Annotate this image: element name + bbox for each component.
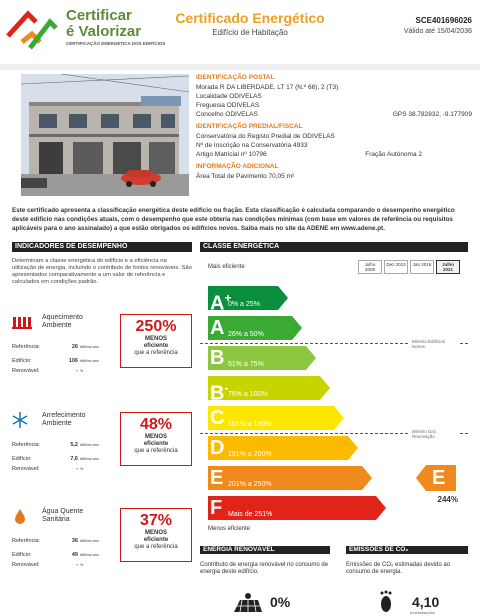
- reference-unit: kWh/m².ano: [80, 443, 99, 447]
- year-option: Dez 2013: [384, 260, 408, 274]
- energy-class-bar: [208, 436, 358, 460]
- property-info: [196, 74, 472, 181]
- energy-class-bar: [208, 286, 288, 315]
- less-label: MENOS: [144, 530, 167, 536]
- energy-class-letter: A+: [210, 291, 232, 315]
- co2-emissions-unit: toneladas/ano: [410, 610, 436, 615]
- performance-result-box: [120, 412, 192, 466]
- footprint-icon: [378, 590, 394, 614]
- energy-class-modifier: +: [224, 291, 232, 305]
- performance-item: [12, 508, 192, 580]
- certificate-title: Certificado Energético: [175, 10, 325, 26]
- certificate-code: SCE401696026: [415, 16, 472, 25]
- energy-class-chart: [200, 256, 468, 538]
- performance-indicators-head: INDICADORES DE DESEMPENHO: [12, 242, 192, 252]
- energy-class-bar: [208, 496, 386, 520]
- address: Morada R DA LIBERDADE, LT 17 (N.º 66), 2 (T3): [196, 84, 339, 91]
- fraction: Fração Autónoma 2: [365, 151, 422, 158]
- hot-water-icon: [12, 508, 34, 524]
- energy-class-bar: [208, 316, 302, 340]
- building-unit: kWh/m².ano: [80, 359, 99, 363]
- performance-result-box: [120, 508, 192, 562]
- energy-class-range: 26% a 50%: [228, 331, 264, 338]
- energy-class-bar: [208, 346, 316, 370]
- reference-unit: kWh/m².ano: [80, 345, 99, 349]
- gps-coordinates: GPS 38.782832, -9.177909: [392, 111, 472, 118]
- reference-label: Referência:: [12, 538, 41, 544]
- least-efficient-label: Menos eficiente: [208, 526, 251, 532]
- year-option: Julho 2008: [358, 260, 382, 274]
- renewable-unit: %: [80, 563, 84, 567]
- logo-subtitle: CERTIFICAÇÃO ENERGÉTICA DOS EDIFÍCIOS: [66, 41, 166, 46]
- building-value: 7,6: [70, 456, 78, 462]
- renewable-label: Renovável:: [12, 562, 40, 568]
- building-photo: [21, 74, 189, 196]
- energy-class-modifier: -: [224, 381, 229, 395]
- reference-label: Referência:: [12, 442, 41, 448]
- energy-class-letter: D: [210, 437, 225, 459]
- logo: [6, 6, 166, 56]
- floor-area: Área Total de Pavimento 70,05 m²: [196, 173, 295, 180]
- building-unit: kWh/m².ano: [80, 457, 99, 461]
- energy-class-bar: [208, 406, 344, 430]
- renewable-energy-value: 0%: [270, 594, 291, 610]
- renewable-unit: %: [80, 369, 84, 373]
- reference-value: 36: [71, 538, 78, 544]
- fiscal-id-title: IDENTIFICAÇÃO PREDIAL/FISCAL: [196, 123, 303, 130]
- co2-emissions-value: 4,10: [412, 594, 440, 610]
- energy-class-letter: F: [210, 497, 223, 519]
- energy-class-result-marker: [416, 465, 456, 491]
- registry: Conservatória do Registo Predial de ODIVELAS: [196, 133, 335, 140]
- co2-emissions-head: EMISSÕES DE CO₂: [346, 546, 468, 554]
- energy-class-range: 101% a 150%: [228, 421, 272, 428]
- logo-title-line1: Certificar: [66, 7, 132, 24]
- energy-class-bar: [208, 466, 372, 490]
- cooling-icon: [12, 412, 34, 428]
- reference-value: 26: [71, 344, 78, 350]
- header-divider: [0, 64, 480, 70]
- less-label: MENOS: [144, 434, 167, 440]
- energy-class-letter: A: [210, 317, 225, 339]
- council-row: [196, 110, 472, 119]
- energy-class-letter: B: [210, 347, 225, 369]
- energy-class-result-percentage: 244%: [437, 495, 458, 504]
- renewable-value: -: [76, 562, 78, 568]
- co2-emissions-text: Emissões de CO₂ estimadas devido ao consumo de energia.: [346, 562, 451, 575]
- performance-percentage: 48%: [139, 416, 173, 433]
- most-efficient-label: Mais eficiente: [208, 264, 245, 270]
- efficient-label: eficiente: [143, 441, 169, 447]
- council: Concelho ODIVELAS: [196, 111, 258, 118]
- year-option: Julho 2021: [436, 260, 460, 274]
- parish: Freguesia ODIVELAS: [196, 102, 260, 109]
- compare-label: que a referência: [134, 350, 178, 356]
- performance-item-name: Aquecimento Ambiente: [42, 314, 83, 329]
- compare-label: que a referência: [134, 448, 178, 454]
- reference-label: Referência:: [12, 344, 41, 350]
- building-label: Edifício:: [12, 456, 32, 462]
- postal-id-title: IDENTIFICAÇÃO POSTAL: [196, 74, 275, 81]
- renewable-label: Renovável:: [12, 368, 40, 374]
- efficient-label: eficiente: [143, 343, 169, 349]
- registry-number: Nº de Inscrição na Conservatória 4933: [196, 142, 308, 149]
- performance-item-name: Água Quente Sanitária: [42, 508, 84, 523]
- solar-panel-icon: [232, 592, 264, 612]
- renewable-value: -: [76, 466, 78, 472]
- energy-class-range: 201% a 250%: [228, 481, 272, 488]
- renewable-energy-head: ENERGIA RENOVÁVEL: [200, 546, 330, 554]
- efficient-label: eficiente: [143, 537, 169, 543]
- year-option: Jan 2016: [410, 260, 434, 274]
- performance-result-box: [120, 314, 192, 368]
- performance-percentage: 37%: [139, 512, 173, 529]
- energy-class-bar: [208, 376, 330, 405]
- locality: Localidade ODIVELAS: [196, 93, 262, 100]
- certificate-validity: Válido até 15/04/2036: [403, 28, 472, 35]
- new-buildings-reference-label: Mínimo Edifícios Novos: [410, 339, 458, 349]
- performance-item-name: Arrefecimento Ambiente: [42, 412, 86, 427]
- energy-class-range: 51% a 75%: [228, 361, 264, 368]
- renewable-energy-text: Contributo de energia renovável no consumo de energia deste edifício.: [200, 562, 329, 575]
- certificate-header: [0, 0, 480, 64]
- energy-class-range: 151% a 200%: [228, 451, 272, 458]
- reference-unit: kWh/m².ano: [80, 539, 99, 543]
- building-value: 49: [71, 552, 78, 558]
- certificate-subtitle: Edifício de Habitação: [212, 28, 288, 37]
- energy-class-letter: C: [210, 407, 225, 429]
- article-row: [196, 150, 472, 159]
- building-label: Edifício:: [12, 358, 32, 364]
- heating-icon: [12, 314, 34, 330]
- renewable-unit: %: [80, 467, 84, 471]
- performance-item: [12, 412, 192, 484]
- logo-title-line2: é Valorizar: [66, 23, 142, 40]
- building-value: 106: [68, 358, 78, 364]
- logo-house-icon: [6, 8, 58, 52]
- performance-intro: Determinam a classe energética do edifício e a eficiência na utilização de energia, incluindo o contributo de fontes renováveis. São apresentados comparativamente a um valor de referência e calculados em condições padrão.: [12, 258, 192, 285]
- building-label: Edifício:: [12, 552, 32, 558]
- energy-class-range: 76% a 100%: [228, 391, 268, 398]
- performance-percentage: 250%: [135, 318, 177, 335]
- performance-item: [12, 314, 192, 386]
- compare-label: que a referência: [134, 544, 178, 550]
- energy-class-letter: B-: [210, 381, 229, 405]
- renewable-value: -: [76, 368, 78, 374]
- energy-class-range: Mais de 251%: [228, 511, 273, 518]
- energy-class-result-letter: E: [432, 467, 446, 489]
- energy-class-letter: E: [210, 467, 224, 489]
- year-selector: [358, 260, 468, 276]
- additional-info-title: INFORMAÇÃO ADICIONAL: [196, 163, 279, 170]
- certificate-description: Este certificado apresenta a classificação energética deste edifício ou fração. Esta classificação é calculada comparando o desempenho energético deste edifício nas condições atuais, com o desempenho que este obteria nas condições mínimas (com base em valores de referência ou requisitos aplicáveis para o ano assinalado) a que estão obrigados os edifícios novos. Saiba mais no site da ADENE em www.adene.pt.: [12, 207, 455, 232]
- building-unit: kWh/m².ano: [80, 553, 99, 557]
- reference-value: 5,2: [70, 442, 78, 448]
- renovation-reference-label: Mínimo Grd. Renovação: [410, 429, 458, 439]
- energy-class-head: CLASSE ENERGÉTICA: [200, 242, 468, 252]
- renewable-label: Renovável:: [12, 466, 40, 472]
- article-number: Artigo Matricial nº 10796: [196, 151, 267, 158]
- energy-class-range: 0% a 25%: [228, 301, 260, 308]
- less-label: MENOS: [144, 336, 167, 342]
